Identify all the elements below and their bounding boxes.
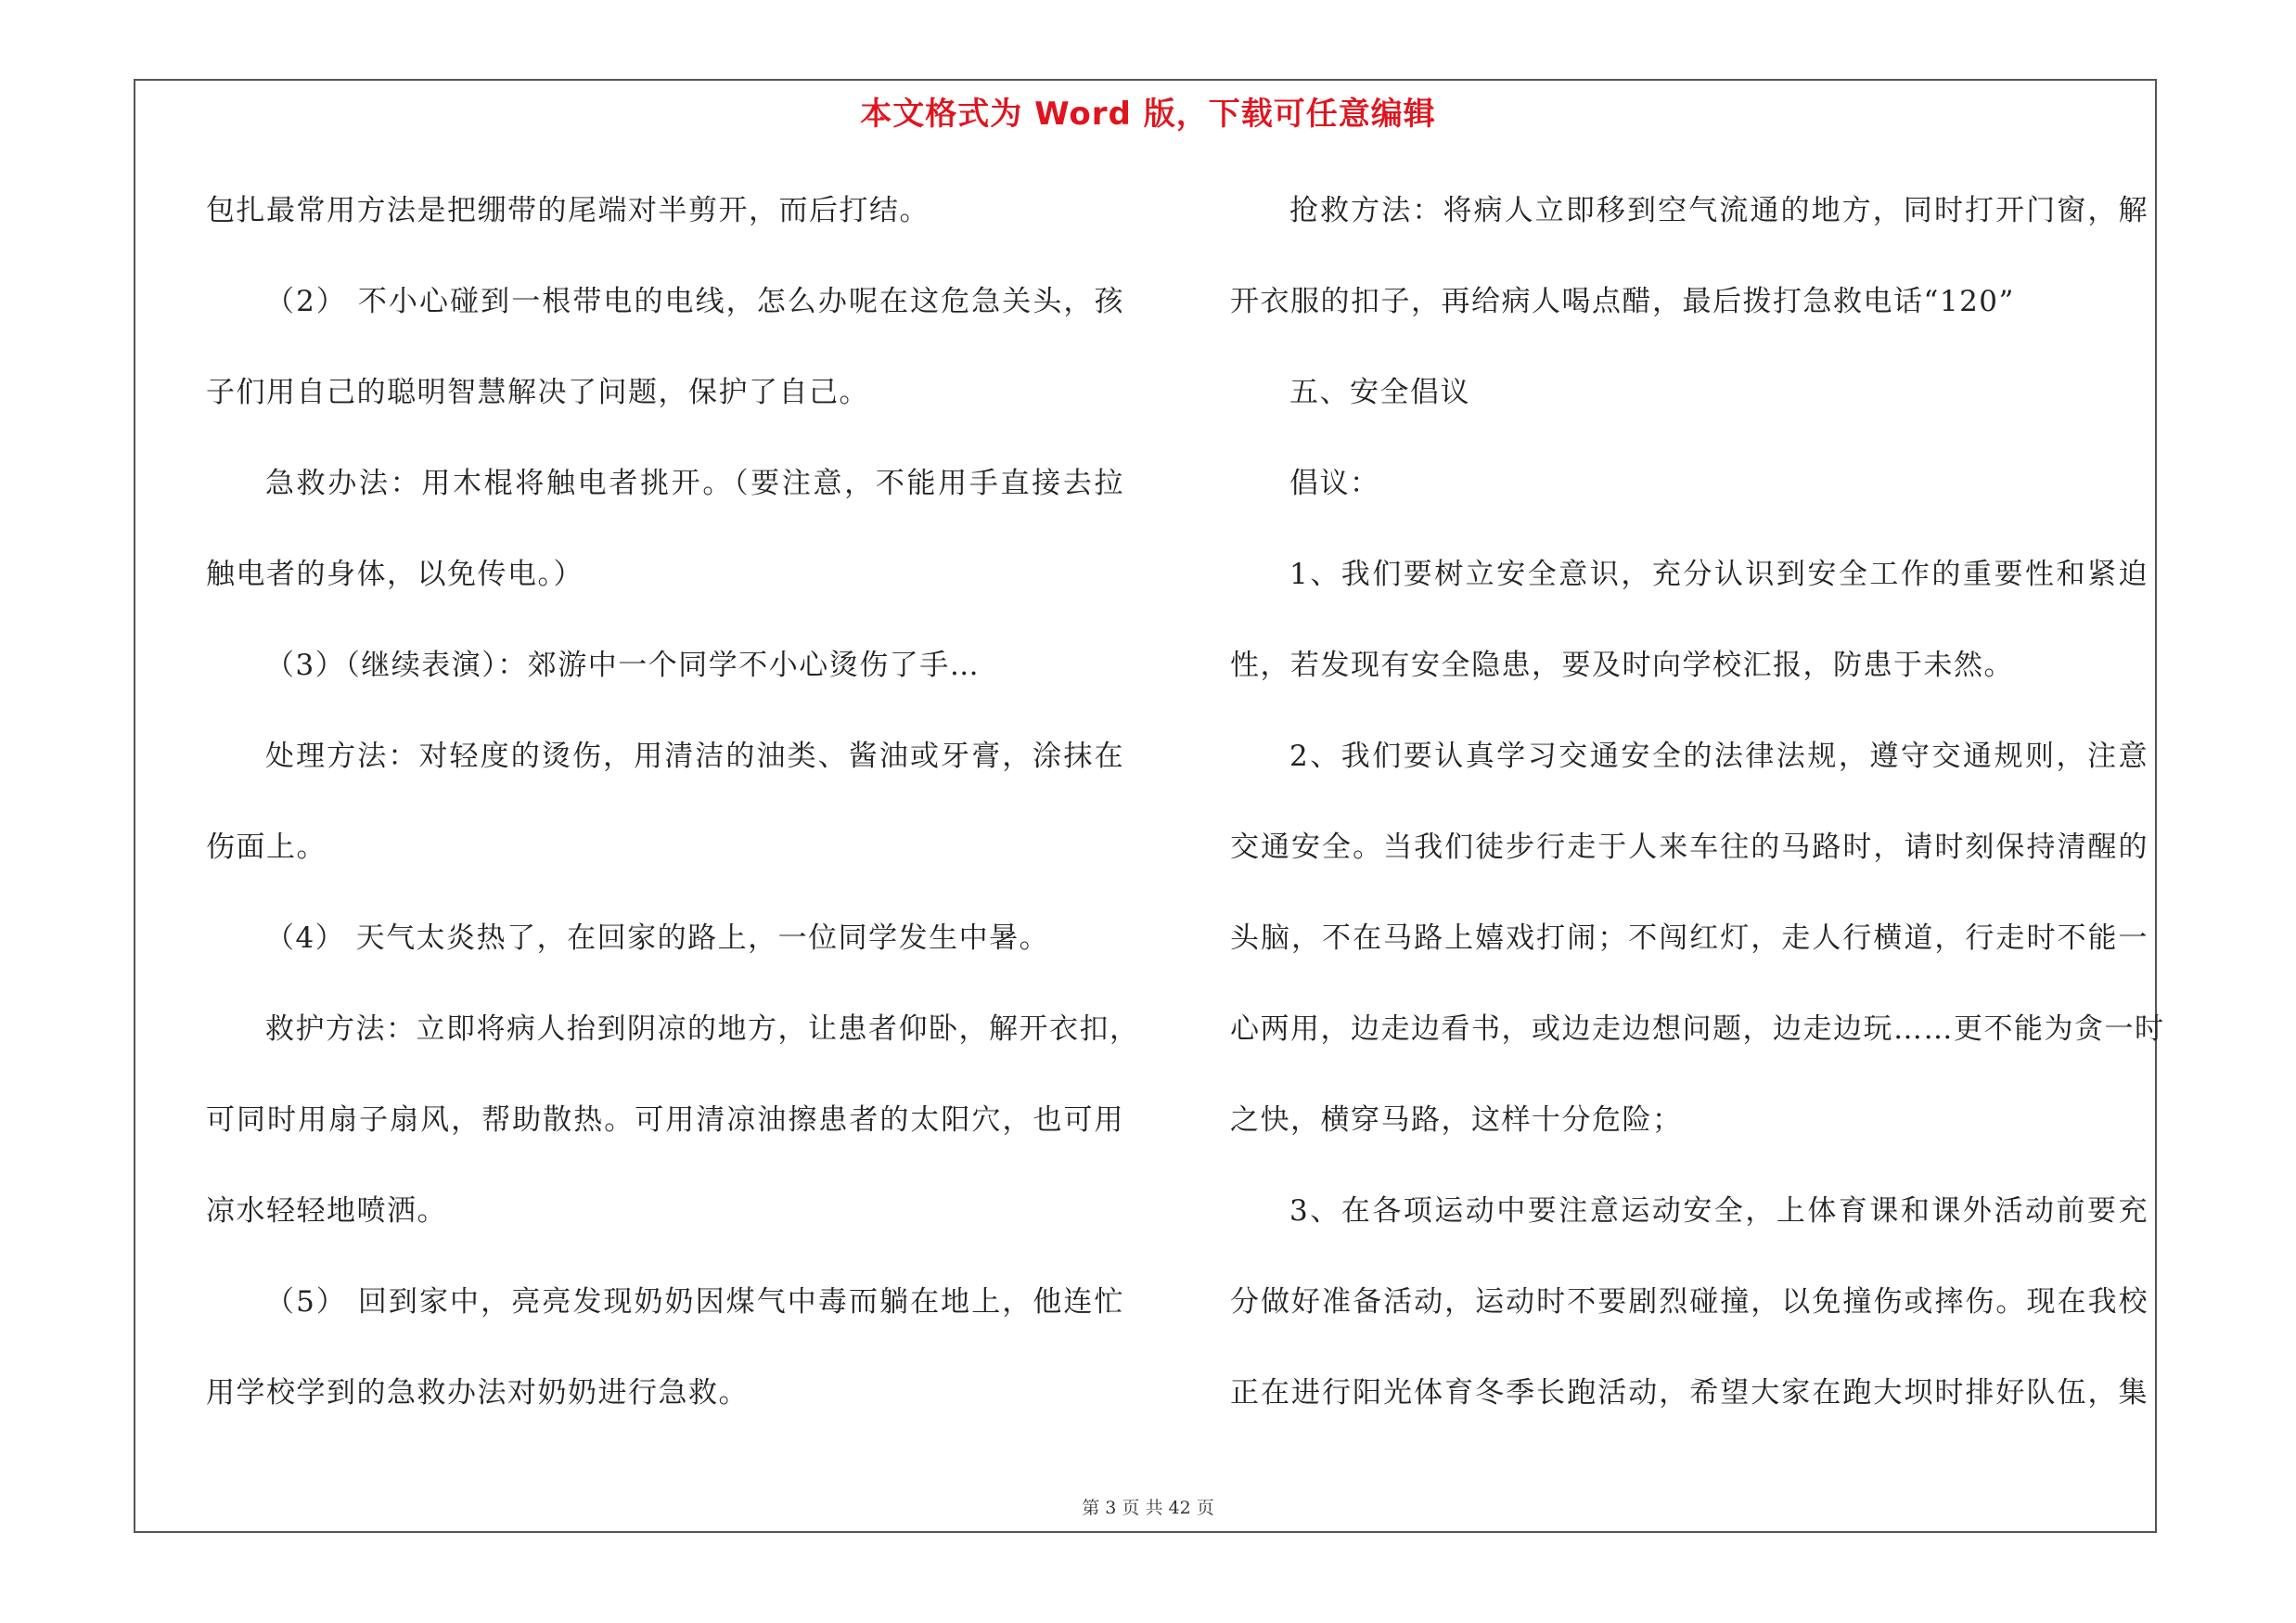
paragraph-line: 处理方法：对轻度的烫伤，用清洁的油类、酱油或牙膏，涂抹在 (265, 740, 1124, 773)
paragraph-line: 之快，横穿马路，这样十分危险； (1230, 1103, 1683, 1137)
paragraph-line: 2、我们要认真学习交通安全的法律法规，遵守交通规则，注意 (1289, 740, 2148, 773)
paragraph-line: （4） 天气太炎热了，在回家的路上，一位同学发生中暑。 (265, 921, 1050, 955)
paragraph-line: 抢救方法：将病人立即移到空气流通的地方，同时打开门窗，解 (1289, 194, 2148, 227)
left-text-column (206, 182, 1140, 1455)
paragraph-line: 头脑，不在马路上嬉戏打闹；不闯红灯，走人行横道，行走时不能一 (1230, 921, 2148, 955)
paragraph-line: 1、我们要树立安全意识，充分认识到安全工作的重要性和紧迫 (1289, 558, 2148, 591)
paragraph-line: （2） 不小心碰到一根带电的电线，怎么办呢在这危急关头，孩 (265, 285, 1124, 318)
paragraph-line: 正在进行阳光体育冬季长跑活动，希望大家在跑大坝时排好队伍，集 (1230, 1376, 2148, 1410)
page-number: 第 3 页 共 42 页 (1082, 1498, 1214, 1518)
paragraph-line: 3、在各项运动中要注意运动安全，上体育课和课外活动前要充 (1289, 1194, 2148, 1228)
paragraph-line: 包扎最常用方法是把绷带的尾端对半剪开，而后打结。 (206, 194, 930, 227)
paragraph-line: 伤面上。 (206, 831, 327, 864)
paragraph-line: 急救办法：用木棍将触电者挑开。（要注意，不能用手直接去拉 (265, 467, 1124, 500)
format-banner: 本文格式为 Word 版，下载可任意编辑 (860, 96, 1436, 133)
right-text-column (1230, 182, 2165, 1455)
paragraph-line: 救护方法：立即将病人抬到阴凉的地方，让患者仰卧，解开衣扣， (265, 1012, 1140, 1046)
paragraph-line: 心两用，边走边看书，或边走边想问题，边走边玩……更不能为贪一时 (1230, 1012, 2165, 1046)
paragraph-line: 触电者的身体，以免传电。） (206, 558, 584, 591)
paragraph-line: 开衣服的扣子，再给病人喝点醋，最后拨打急救电话“120” (1230, 285, 2015, 318)
paragraph-line: 五、安全倡议 (1289, 376, 1470, 409)
paragraph-line: （5） 回到家中，亮亮发现奶奶因煤气中毒而躺在地上，他连忙 (265, 1285, 1124, 1319)
paragraph-line: 可同时用扇子扇风，帮助散热。可用清凉油擦患者的太阳穴，也可用 (206, 1103, 1124, 1137)
paragraph-line: 子们用自己的聪明智慧解决了问题，保护了自己。 (206, 376, 869, 409)
paragraph-line: 用学校学到的急救办法对奶奶进行急救。 (206, 1376, 749, 1410)
paragraph-line: 倡议： (1289, 467, 1380, 500)
paragraph-line: 分做好准备活动，运动时不要剧烈碰撞，以免撞伤或摔伤。现在我校 (1230, 1285, 2148, 1319)
paragraph-line: 性，若发现有安全隐患，要及时向学校汇报，防患于未然。 (1230, 649, 2014, 682)
paragraph-line: 凉水轻轻地喷洒。 (206, 1194, 447, 1228)
paragraph-line: 交通安全。当我们徒步行走于人来车往的马路时，请时刻保持清醒的 (1230, 831, 2148, 864)
paragraph-line: （3）（继续表演）：郊游中一个同学不小心烫伤了手… (265, 649, 981, 682)
